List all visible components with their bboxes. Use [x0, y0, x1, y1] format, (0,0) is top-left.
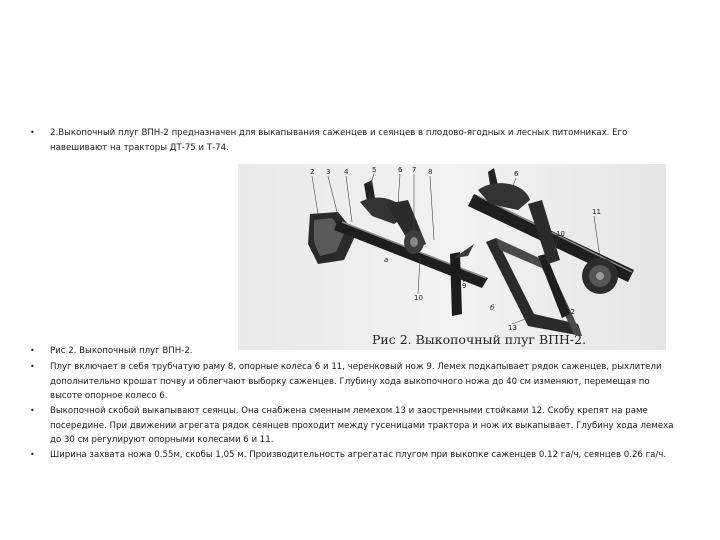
bullet-item	[30, 404, 674, 448]
bullet-marker: •	[30, 406, 35, 415]
label-5: 5	[372, 166, 377, 174]
label-9: 9	[462, 282, 467, 290]
label-6: 6	[398, 166, 403, 174]
label-10b: 10	[556, 230, 565, 238]
label-12: 12	[566, 308, 575, 316]
label-10: 10	[414, 294, 423, 302]
label-4: 4	[344, 168, 349, 176]
bullet-marker: •	[30, 362, 35, 371]
label-7: 7	[412, 166, 417, 174]
figure-caption: Рис 2. Выкопочный плуг ВПН-2.	[372, 332, 587, 347]
bullet-item	[30, 448, 674, 463]
bullet-text: Ширина захвата ножа 0.55м, скобы 1,05 м. Производительность агрегатас плугом при выкопке саженцев 0.12 га/ч, сеянцев 0.26 га/ч.	[50, 450, 667, 460]
label-8: 8	[428, 168, 433, 176]
bullet-item	[30, 360, 674, 404]
plough-illustration	[238, 164, 666, 350]
bullet-text: Рис 2. Выкопочный плуг ВПН-2.	[50, 346, 193, 356]
label-6b: 6	[514, 170, 519, 178]
bullet-text: Выкопочной скобой выкапывают сеянцы. Она снабжена сменным лемехом 13 и заостренными стойками 12. Скобу крепят на раме посередине. При движении агрегата рядок сеянцев проходит между гусеницами трактора и нож их выкапывает. Глубину хода лемеха до 30 см регулируют опорными колесами 6 и 11.	[50, 406, 674, 446]
intro-text: 2.Выкопочный плуг ВПН-2 предназначен для выкапывания саженцев и сеянцев в плодово-ягодных и лесных питомниках. Его навешивают на тракторы ДТ-75 и Т-74.	[50, 128, 628, 153]
bullet-marker: •	[30, 450, 35, 459]
intro-paragraph	[30, 126, 674, 155]
bullet-marker: •	[30, 128, 35, 137]
label-13: 13	[508, 324, 517, 332]
bullet-item	[30, 344, 674, 359]
bullet-marker: •	[30, 346, 35, 355]
label-11: 11	[592, 208, 601, 216]
label-2: 2	[310, 168, 315, 176]
label-3: 3	[326, 168, 331, 176]
bullet-text: Плуг включает в себя трубчатую раму 8, опорные колеса 6 и 11, черенковый нож 9. Лемех подкапывает рядок саженцев, рыхлители дополнительно крошат почву и облегчают выборку саженцев. Глубину хода выкопочного ножа до 40 см изменяют, перемещая по высоте опорное колесо 6.	[50, 362, 662, 402]
label-b: б	[490, 304, 495, 312]
label-a: а	[384, 256, 389, 264]
